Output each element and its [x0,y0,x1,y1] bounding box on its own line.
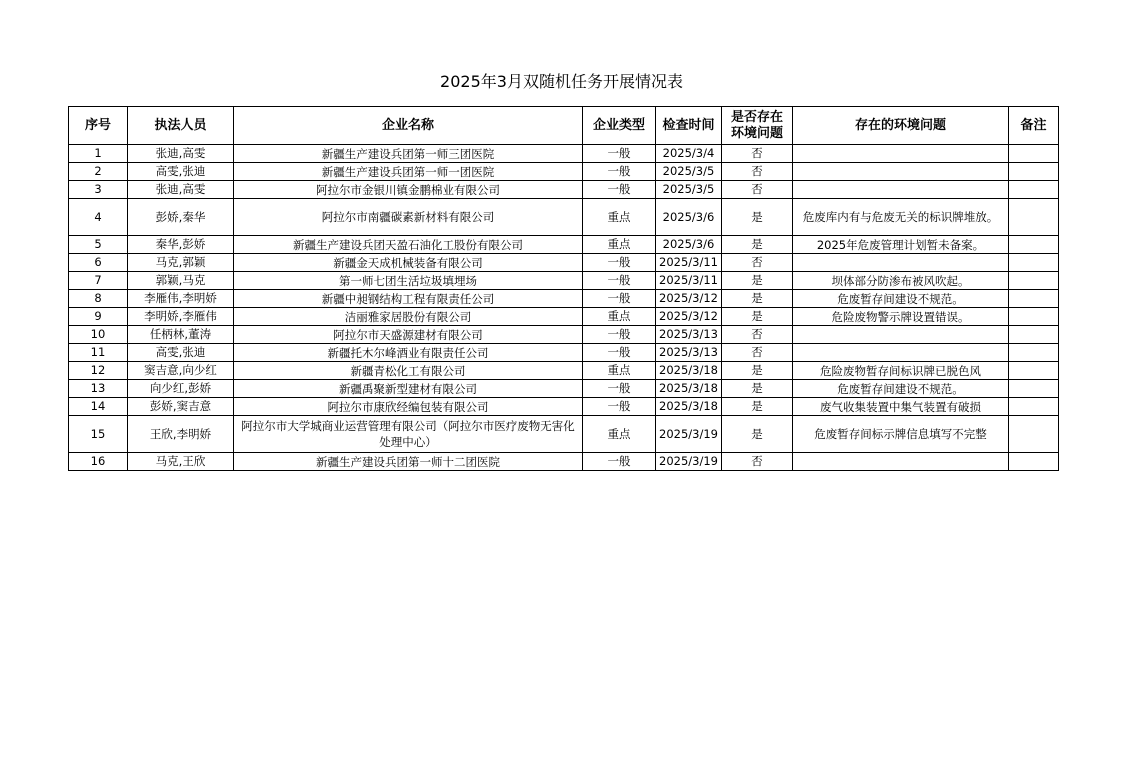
cell-staff: 窦吉意,向少红 [128,362,234,380]
cell-staff: 向少红,彭娇 [128,380,234,398]
cell-issue [792,254,1008,272]
cell-company: 新疆生产建设兵团第一师三团医院 [234,145,583,163]
cell-date: 2025/3/12 [656,290,722,308]
table-row [69,290,1059,308]
cell-note [1008,398,1058,416]
cell-staff: 彭娇,秦华 [128,199,234,236]
cell-note [1008,254,1058,272]
cell-company: 新疆禹聚新型建材有限公司 [234,380,583,398]
cell-no: 7 [69,272,128,290]
cell-company: 新疆生产建设兵团第一师一团医院 [234,163,583,181]
cell-type: 一般 [583,344,656,362]
cell-has-issue: 是 [721,236,792,254]
cell-has-issue: 是 [721,290,792,308]
cell-note [1008,416,1058,453]
cell-issue [792,344,1008,362]
table-row [69,163,1059,181]
cell-issue: 坝体部分防渗布被风吹起。 [792,272,1008,290]
cell-has-issue: 是 [721,380,792,398]
cell-no: 14 [69,398,128,416]
cell-note [1008,344,1058,362]
table-row [69,181,1059,199]
cell-company: 阿拉尔市大学城商业运营管理有限公司（阿拉尔市医疗废物无害化处理中心） [234,416,583,453]
cell-type: 一般 [583,326,656,344]
table-row [69,199,1059,236]
cell-has-issue: 是 [721,199,792,236]
cell-has-issue: 否 [721,181,792,199]
cell-company: 阿拉尔市康欣经编包装有限公司 [234,398,583,416]
table-header-row [69,107,1059,145]
header-type: 企业类型 [583,107,656,145]
cell-date: 2025/3/6 [656,199,722,236]
cell-date: 2025/3/19 [656,416,722,453]
cell-no: 2 [69,163,128,181]
table-row [69,453,1059,471]
cell-company: 第一师七团生活垃圾填埋场 [234,272,583,290]
cell-staff: 马克,郭颖 [128,254,234,272]
cell-issue: 2025年危废管理计划暂未备案。 [792,236,1008,254]
header-has-issue: 是否存在环境问题 [721,107,792,145]
table-row [69,145,1059,163]
cell-has-issue: 是 [721,398,792,416]
cell-note [1008,199,1058,236]
cell-date: 2025/3/5 [656,163,722,181]
cell-no: 6 [69,254,128,272]
cell-has-issue: 是 [721,308,792,326]
cell-company: 阿拉尔市天盛源建材有限公司 [234,326,583,344]
cell-type: 一般 [583,272,656,290]
cell-issue: 危废暂存间建设不规范。 [792,290,1008,308]
cell-staff: 王欣,李明娇 [128,416,234,453]
cell-note [1008,308,1058,326]
cell-has-issue: 否 [721,163,792,181]
cell-issue: 危废库内有与危废无关的标识牌堆放。 [792,199,1008,236]
table-row [69,272,1059,290]
cell-type: 一般 [583,181,656,199]
table-body [69,145,1059,471]
cell-issue [792,145,1008,163]
table-row [69,236,1059,254]
cell-staff: 李雁伟,李明娇 [128,290,234,308]
header-company: 企业名称 [234,107,583,145]
cell-date: 2025/3/18 [656,362,722,380]
cell-date: 2025/3/13 [656,344,722,362]
cell-staff: 张迪,高雯 [128,181,234,199]
cell-type: 一般 [583,453,656,471]
cell-staff: 任柄林,董涛 [128,326,234,344]
cell-no: 9 [69,308,128,326]
cell-date: 2025/3/11 [656,254,722,272]
table-row [69,416,1059,453]
cell-company: 新疆生产建设兵团天盈石油化工股份有限公司 [234,236,583,254]
cell-staff: 高雯,张迪 [128,163,234,181]
cell-staff: 秦华,彭娇 [128,236,234,254]
cell-date: 2025/3/19 [656,453,722,471]
cell-type: 重点 [583,199,656,236]
cell-note [1008,362,1058,380]
cell-note [1008,290,1058,308]
header-staff: 执法人员 [128,107,234,145]
cell-type: 一般 [583,398,656,416]
cell-date: 2025/3/13 [656,326,722,344]
cell-note [1008,380,1058,398]
cell-company: 洁丽雅家居股份有限公司 [234,308,583,326]
cell-has-issue: 否 [721,145,792,163]
cell-company: 新疆中昶钢结构工程有限责任公司 [234,290,583,308]
cell-staff: 郭颖,马克 [128,272,234,290]
cell-issue: 危险废物警示牌设置错误。 [792,308,1008,326]
cell-date: 2025/3/5 [656,181,722,199]
cell-issue: 废气收集装置中集气装置有破损 [792,398,1008,416]
cell-no: 15 [69,416,128,453]
cell-type: 重点 [583,362,656,380]
cell-type: 一般 [583,163,656,181]
cell-type: 一般 [583,380,656,398]
cell-no: 16 [69,453,128,471]
cell-company: 新疆生产建设兵团第一师十二团医院 [234,453,583,471]
cell-has-issue: 是 [721,362,792,380]
cell-has-issue: 是 [721,272,792,290]
cell-issue: 危险废物暂存间标识牌已脱色风 [792,362,1008,380]
cell-no: 10 [69,326,128,344]
header-no: 序号 [69,107,128,145]
cell-staff: 彭娇,窦吉意 [128,398,234,416]
cell-no: 5 [69,236,128,254]
cell-type: 重点 [583,236,656,254]
cell-date: 2025/3/11 [656,272,722,290]
inspection-table [68,106,1059,471]
cell-type: 重点 [583,308,656,326]
cell-staff: 张迪,高雯 [128,145,234,163]
table-row [69,380,1059,398]
header-note: 备注 [1008,107,1058,145]
table-row [69,362,1059,380]
cell-date: 2025/3/4 [656,145,722,163]
cell-staff: 李明娇,李雁伟 [128,308,234,326]
header-issue: 存在的环境问题 [792,107,1008,145]
cell-note [1008,181,1058,199]
cell-date: 2025/3/6 [656,236,722,254]
cell-no: 12 [69,362,128,380]
cell-note [1008,326,1058,344]
cell-note [1008,163,1058,181]
cell-date: 2025/3/12 [656,308,722,326]
cell-type: 一般 [583,145,656,163]
cell-issue [792,163,1008,181]
cell-staff: 高雯,张迪 [128,344,234,362]
cell-issue [792,326,1008,344]
cell-type: 重点 [583,416,656,453]
cell-issue: 危废暂存间建设不规范。 [792,380,1008,398]
table-row [69,254,1059,272]
cell-issue: 危废暂存间标示牌信息填写不完整 [792,416,1008,453]
cell-type: 一般 [583,290,656,308]
cell-company: 新疆金天成机械装备有限公司 [234,254,583,272]
table-row [69,326,1059,344]
page-title: 2025年3月双随机任务开展情况表 [440,72,683,91]
cell-has-issue: 是 [721,416,792,453]
cell-has-issue: 否 [721,344,792,362]
cell-staff: 马克,王欣 [128,453,234,471]
cell-note [1008,272,1058,290]
cell-no: 11 [69,344,128,362]
header-date: 检查时间 [656,107,722,145]
cell-type: 一般 [583,254,656,272]
table-row [69,398,1059,416]
cell-company: 阿拉尔市金银川镇金鹏棉业有限公司 [234,181,583,199]
table-row [69,344,1059,362]
cell-company: 阿拉尔市南疆碳素新材料有限公司 [234,199,583,236]
cell-company: 新疆托木尔峰酒业有限责任公司 [234,344,583,362]
cell-issue [792,453,1008,471]
cell-note [1008,236,1058,254]
cell-note [1008,453,1058,471]
cell-company: 新疆青松化工有限公司 [234,362,583,380]
cell-no: 1 [69,145,128,163]
cell-has-issue: 否 [721,326,792,344]
cell-no: 13 [69,380,128,398]
cell-note [1008,145,1058,163]
table-row [69,308,1059,326]
cell-date: 2025/3/18 [656,398,722,416]
cell-has-issue: 否 [721,453,792,471]
cell-has-issue: 否 [721,254,792,272]
cell-no: 3 [69,181,128,199]
cell-no: 4 [69,199,128,236]
cell-date: 2025/3/18 [656,380,722,398]
cell-issue [792,181,1008,199]
cell-no: 8 [69,290,128,308]
